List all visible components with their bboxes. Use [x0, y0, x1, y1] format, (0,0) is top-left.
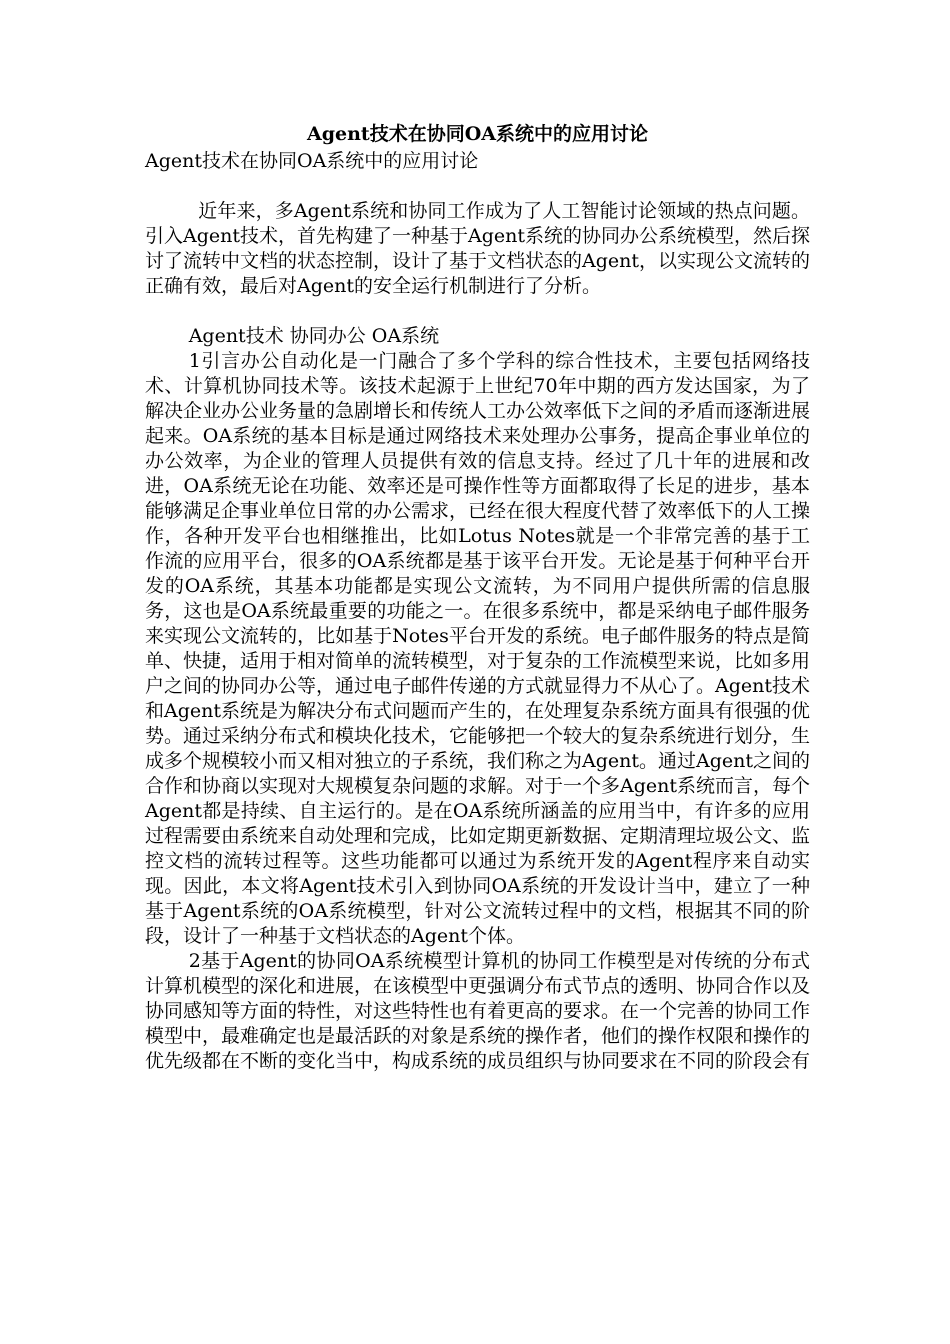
blank-line: [145, 174, 810, 199]
abstract-paragraph: 近年来，多Agent系统和协同工作成为了人工智能讨论领域的热点问题。引入Agent技术，首先构建了一种基于Agent系统的协同办公系统模型，然后探讨了流转中文档的状态控制，设计了基于文档状态的Agent，以实现公文流转的正确有效，最后对Agent的安全运行机制进行了分析。: [145, 200, 811, 297]
document-page: [145, 122, 810, 1074]
keywords-line: Agent技术 协同办公 OA系统: [188, 325, 440, 347]
document-title: Agent技术在协同OA系统中的应用讨论: [307, 123, 648, 145]
body-paragraph-introduction: 1引言办公自动化是一门融合了多个学科的综合性技术，主要包括网络技术、计算机协同技术等。该技术起源于上世纪70年中期的西方发达国家，为了解决企业办公业务量的急剧增长和传统人工办公效率低下之间的矛盾而逐渐进展起来。OA系统的基本目标是通过网络技术来处理办公事务，提高企事业单位的办公效率，为企业的管理人员提供有效的信息支持。经过了几十年的进展和改进，OA系统无论在功能、效率还是可操作性等方面都取得了长足的进步，基本能够满足企事业单位日常的办公需求，已经在很大程度代替了效率低下的人工操作，各种开发平台也相继推出，比如Lotus Notes就是一个非常完善的基于工作流的应用平台，很多的OA系统都是基于该平台开发。无论是基于何种平台开发的OA系统，其基本功能都是实现公文流转，为不同用户提供所需的信息服务，这也是OA系统最重要的功能之一。在很多系统中，都是采纳电子邮件服务来实现公文流转的，比如基于Notes平台开发的系统。电子邮件服务的特点是简单、快捷，适用于相对简单的流转模型，对于复杂的工作流模型来说，比如多用户之间的协同办公等，通过电子邮件传递的方式就显得力不从心了。Agent技术和Agent系统是为解决分布式问题而产生的，在处理复杂系统方面具有很强的优势。通过采纳分布式和模块化技术，它能够把一个较大的复杂系统进行划分，生成多个规模较小而又相对独立的子系统，我们称之为Agent。通过Agent之间的合作和协商以实现对大规模复杂问题的求解。对于一个多Agent系统而言，每个Agent都是持续、自主运行的。是在OA系统所涵盖的应用当中，有许多的应用过程需要由系统来自动处理和完成，比如定期更新数据、定期清理垃圾公文、监控文档的流转过程等。这些功能都可以通过为系统开发的Agent程序来自动实现。因此，本文将Agent技术引入到协同OA系统的开发设计当中，建立了一种基于Agent系统的OA系统模型，针对公文流转过程中的文档，根据其不同的阶段，设计了一种基于文档状态的Agent个体。: [145, 350, 811, 947]
document-subtitle: Agent技术在协同OA系统中的应用讨论: [145, 150, 479, 172]
body-paragraph-model: 2基于Agent的协同OA系统模型计算机的协同工作模型是对传统的分布式计算机模型的深化和进展，在该模型中更强调分布式节点的透明、协同合作以及协同感知等方面的特性，对这些特性也有着更高的要求。在一个完善的协同工作模型中，最难确定也是最活跃的对象是系统的操作者，他们的操作权限和操作的优先级都在不断的变化当中，构成系统的成员组织与协同要求在不同的阶段会有: [145, 950, 811, 1072]
blank-line: [145, 299, 810, 324]
